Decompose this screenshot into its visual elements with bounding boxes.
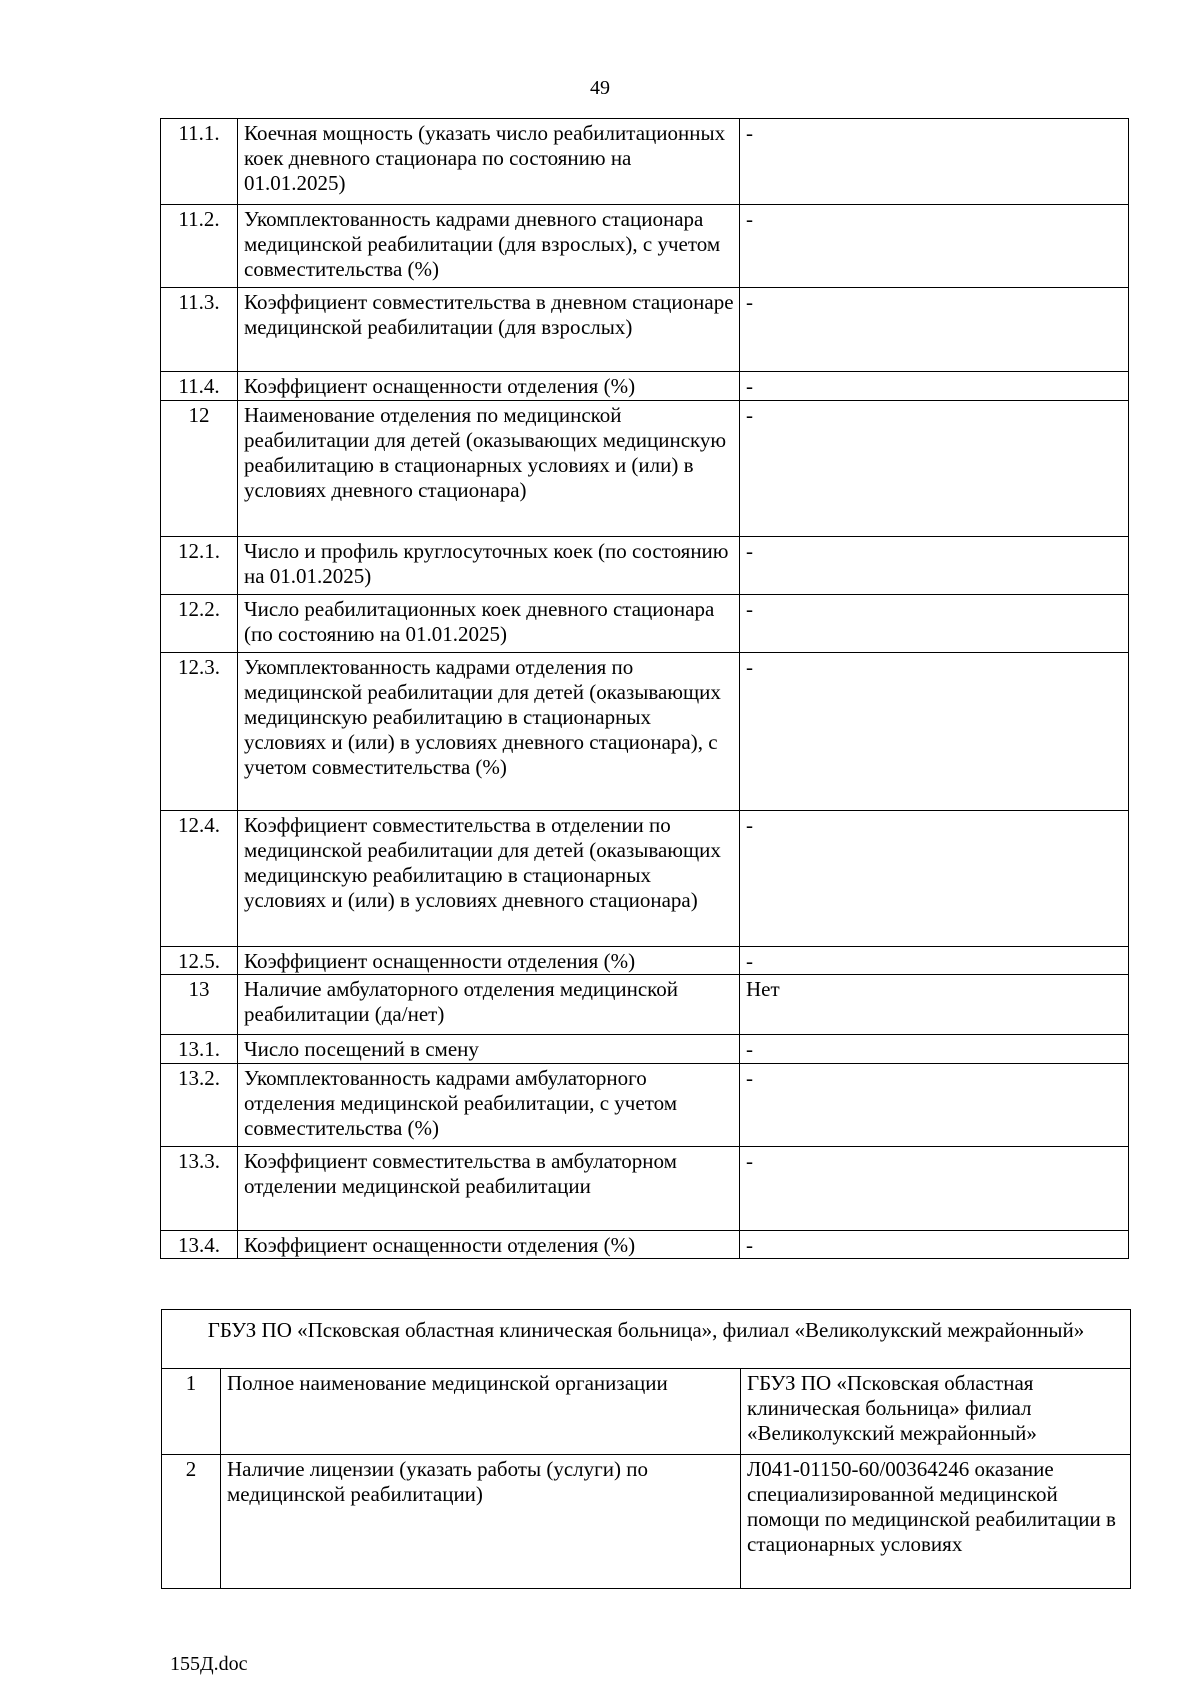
indicators-table [160, 118, 1129, 1259]
table-row [161, 653, 1129, 811]
row-value: - [740, 653, 1129, 811]
table-row [161, 119, 1129, 205]
table-row [161, 975, 1129, 1035]
table-row [161, 595, 1129, 653]
row-value: - [740, 947, 1129, 975]
table-row [161, 1231, 1129, 1259]
row-number: 11.4. [161, 372, 238, 401]
table-row [161, 1035, 1129, 1064]
row-number: 13 [161, 975, 238, 1035]
row-number: 11.3. [161, 288, 238, 372]
row-number: 13.3. [161, 1147, 238, 1231]
table-row [161, 205, 1129, 288]
row-number: 12.4. [161, 811, 238, 947]
row-value: - [740, 1147, 1129, 1231]
table-row [161, 1064, 1129, 1147]
row-label: Коэффициент совместительства в амбулаторном отделении медицинской реабилитации [238, 1147, 740, 1231]
table-row [162, 1369, 1131, 1455]
row-label: Наличие амбулаторного отделения медицинской реабилитации (да/нет) [238, 975, 740, 1035]
row-value: - [740, 1231, 1129, 1259]
row-label: Число посещений в смену [238, 1035, 740, 1064]
row-value: - [740, 119, 1129, 205]
table-row [161, 537, 1129, 595]
row-label: Укомплектованность кадрами дневного стационара медицинской реабилитации (для взрослых), с учетом совместительства (%) [238, 205, 740, 288]
row-label: Коэффициент оснащенности отделения (%) [238, 372, 740, 401]
row-number: 13.1. [161, 1035, 238, 1064]
row-value: - [740, 372, 1129, 401]
table-row [161, 1147, 1129, 1231]
row-value: - [740, 537, 1129, 595]
row-value: - [740, 1035, 1129, 1064]
table-row [161, 401, 1129, 537]
table-row [162, 1455, 1131, 1589]
row-label: Коечная мощность (указать число реабилитационных коек дневного стационара по состоянию на 01.01.2025) [238, 119, 740, 205]
row-label: Укомплектованность кадрами отделения по медицинской реабилитации для детей (оказывающих медицинскую реабилитацию в стационарных условиях и (или) в условиях дневного стационара), с учетом совместительства (%) [238, 653, 740, 811]
row-value: Л041-01150-60/00364246 оказание специализированной медицинской помощи по медицинской реабилитации в стационарных условиях [741, 1455, 1131, 1589]
organization-table [161, 1309, 1131, 1589]
row-value: - [740, 811, 1129, 947]
row-label: Коэффициент совместительства в дневном стационаре медицинской реабилитации (для взрослых) [238, 288, 740, 372]
row-number: 12.3. [161, 653, 238, 811]
row-label: Коэффициент оснащенности отделения (%) [238, 1231, 740, 1259]
table-row [161, 811, 1129, 947]
row-number: 13.2. [161, 1064, 238, 1147]
page-number: 49 [590, 77, 610, 99]
row-value: - [740, 595, 1129, 653]
row-label: Число реабилитационных коек дневного стационара (по состоянию на 01.01.2025) [238, 595, 740, 653]
table-row [161, 947, 1129, 975]
row-label: Число и профиль круглосуточных коек (по состоянию на 01.01.2025) [238, 537, 740, 595]
organization-header-row [162, 1310, 1131, 1369]
organization-header: ГБУЗ ПО «Псковская областная клиническая больница», филиал «Великолукский межрайонный» [162, 1310, 1131, 1369]
row-label: Наименование отделения по медицинской реабилитации для детей (оказывающих медицинскую реабилитацию в стационарных условиях и (или) в условиях дневного стационара) [238, 401, 740, 537]
row-label: Полное наименование медицинской организации [221, 1369, 741, 1455]
row-number: 12 [161, 401, 238, 537]
row-value: - [740, 288, 1129, 372]
row-label: Коэффициент совместительства в отделении по медицинской реабилитации для детей (оказывающих медицинскую реабилитацию в стационарных условиях и (или) в условиях дневного стационара) [238, 811, 740, 947]
row-number: 12.1. [161, 537, 238, 595]
row-label: Коэффициент оснащенности отделения (%) [238, 947, 740, 975]
row-number: 12.5. [161, 947, 238, 975]
row-value: ГБУЗ ПО «Псковская областная клиническая больница» филиал «Великолукский межрайонный» [741, 1369, 1131, 1455]
table-row [161, 288, 1129, 372]
row-value: - [740, 205, 1129, 288]
footer-filename: 155Д.doc [170, 1653, 248, 1675]
row-value: Нет [740, 975, 1129, 1035]
row-number: 2 [162, 1455, 221, 1589]
row-number: 12.2. [161, 595, 238, 653]
row-label: Наличие лицензии (указать работы (услуги) по медицинской реабилитации) [221, 1455, 741, 1589]
table-row [161, 372, 1129, 401]
row-number: 1 [162, 1369, 221, 1455]
row-value: - [740, 1064, 1129, 1147]
row-label: Укомплектованность кадрами амбулаторного отделения медицинской реабилитации, с учетом совместительства (%) [238, 1064, 740, 1147]
row-number: 11.1. [161, 119, 238, 205]
row-number: 13.4. [161, 1231, 238, 1259]
row-number: 11.2. [161, 205, 238, 288]
row-value: - [740, 401, 1129, 537]
